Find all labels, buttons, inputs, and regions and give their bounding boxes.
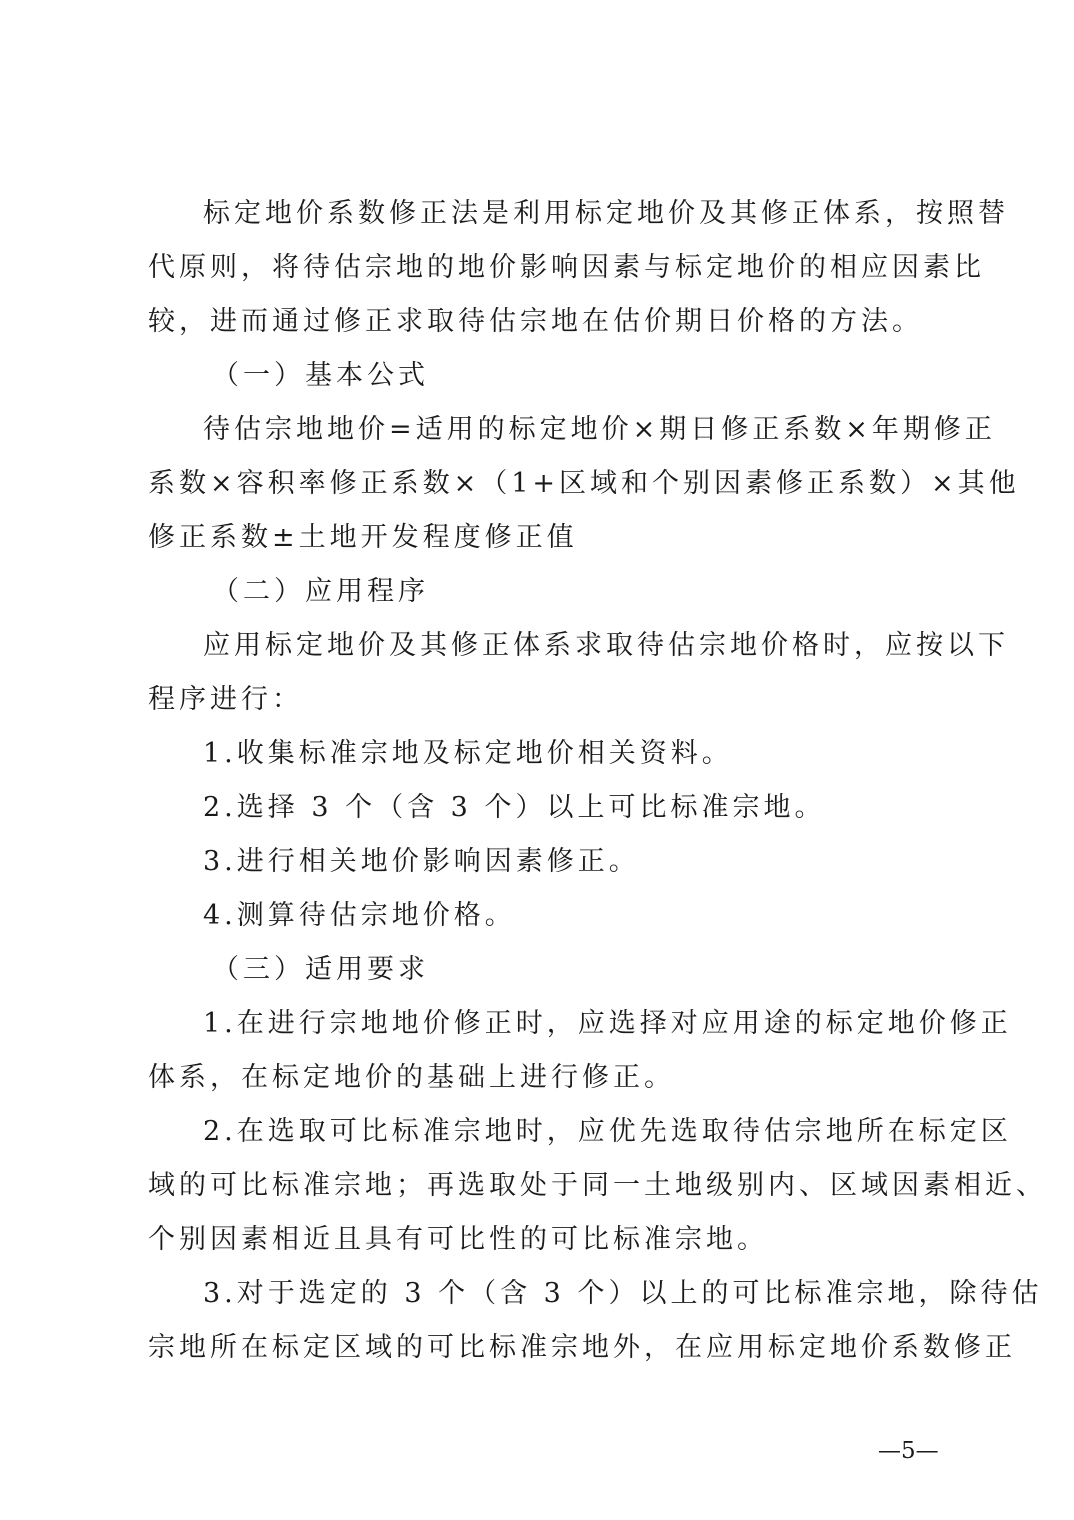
paragraph-line: 程序进行： xyxy=(148,684,303,715)
paragraph-line: 系数×容积率修正系数×（1+区域和个别因素修正系数）×其他 xyxy=(148,468,1020,499)
list-item: 1.收集标准宗地及标定地价相关资料。 xyxy=(203,738,733,769)
paragraph-line: 域的可比标准宗地；再选取处于同一土地级别内、区域因素相近、 xyxy=(148,1170,1047,1201)
list-item: 3.对于选定的 3 个（含 3 个）以上的可比标准宗地，除待估 xyxy=(203,1278,1043,1309)
section-heading: （一）基本公式 xyxy=(212,360,429,391)
paragraph-line: 修正系数±土地开发程度修正值 xyxy=(148,522,578,553)
paragraph-line: 较，进而通过修正求取待估宗地在估价期日价格的方法。 xyxy=(148,306,923,337)
paragraph-line: 标定地价系数修正法是利用标定地价及其修正体系，按照替 xyxy=(203,198,1009,229)
list-item: 2.在选取可比标准宗地时，应优先选取待估宗地所在标定区 xyxy=(203,1116,1012,1147)
section-heading: （二）应用程序 xyxy=(212,576,429,607)
list-item: 4.测算待估宗地价格。 xyxy=(203,900,516,931)
list-item: 1.在进行宗地地价修正时，应选择对应用途的标定地价修正 xyxy=(203,1008,1012,1039)
paragraph-line: 体系，在标定地价的基础上进行修正。 xyxy=(148,1062,675,1093)
paragraph-line: 应用标定地价及其修正体系求取待估宗地价格时，应按以下 xyxy=(203,630,1009,661)
list-item: 2.选择 3 个（含 3 个）以上可比标准宗地。 xyxy=(203,792,826,823)
paragraph-line: 宗地所在标定区域的可比标准宗地外，在应用标定地价系数修正 xyxy=(148,1332,1016,1363)
paragraph-line: 待估宗地地价=适用的标定地价×期日修正系数×年期修正 xyxy=(203,414,996,445)
paragraph-line: 个别因素相近且具有可比性的可比标准宗地。 xyxy=(148,1224,768,1255)
paragraph-line: 代原则，将待估宗地的地价影响因素与标定地价的相应因素比 xyxy=(148,252,985,283)
list-item: 3.进行相关地价影响因素修正。 xyxy=(203,846,640,877)
section-heading: （三）适用要求 xyxy=(212,954,429,985)
page-number: —5— xyxy=(878,1438,939,1464)
